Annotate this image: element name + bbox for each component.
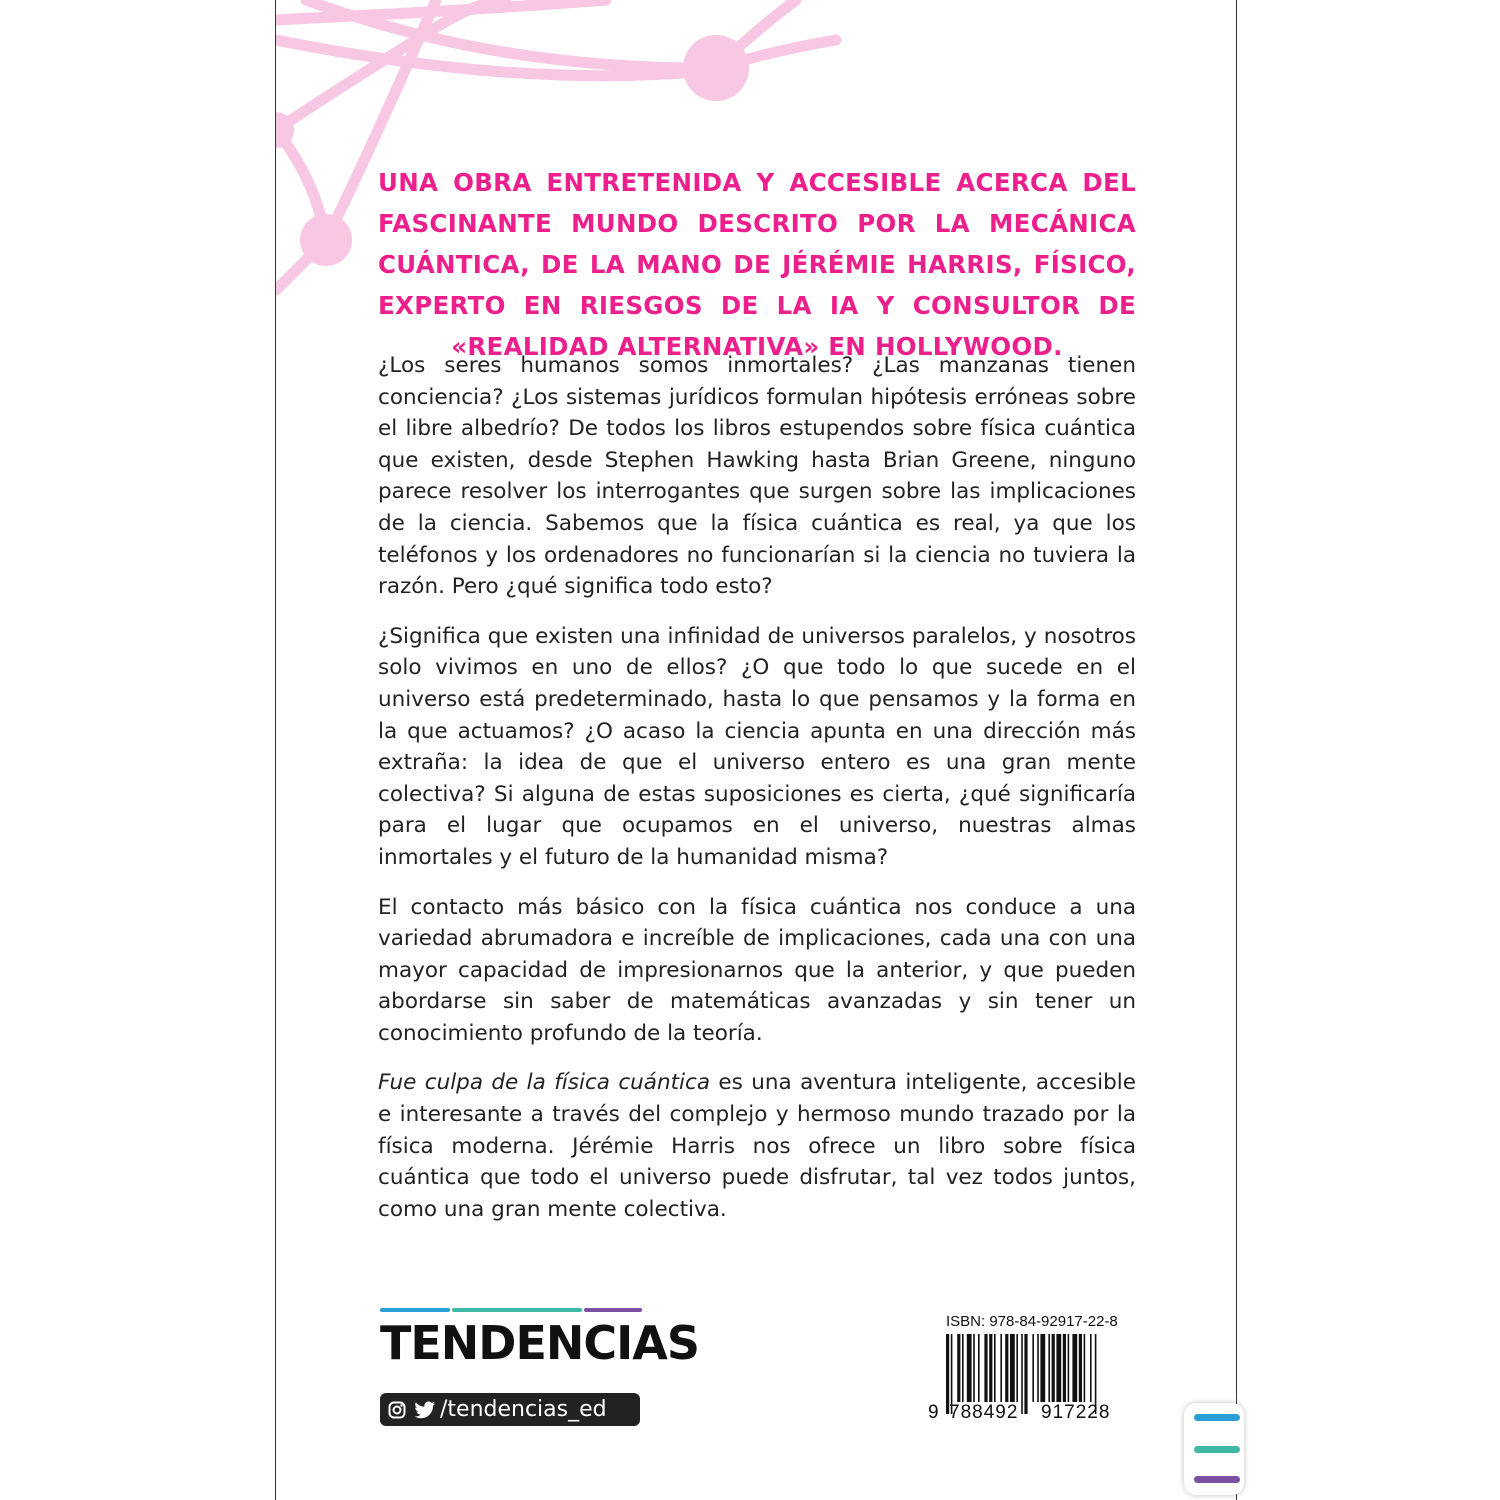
social-handle-badge[interactable] [380, 1393, 640, 1426]
barcode-digits-left: 788492 [949, 1402, 1019, 1423]
blurb-paragraph-4-text: es una aventura inteligente, accesible e interesante a través del complejo y hermoso mundo trazado por la física moderna. Jérémie Harris nos ofrece un libro sobre física cuántica que todo el universo puede disfrutar, tal vez todos juntos, como una gran mente colectiva. [378, 1070, 1136, 1222]
barcode-bar [1040, 1334, 1045, 1402]
blurb [378, 350, 1136, 1243]
blurb-paragraph-1: ¿Los seres humanos somos inmortales? ¿Las manzanas tienen conciencia? ¿Los sistemas jurídicos formulan hipótesis erróneas sobre el libre albedrío? De todos los libros estupendos sobre física cuántica que existen, desde Stephen Hawking hasta Brian Greene, ninguno parece resolver los interrogantes que surgen sobre las implicaciones de la ciencia. Sabemos que la física cuántica es real, ya que los teléfonos y los ordenadores no funcionarían si la ciencia no tuviera la razón. Pero ¿qué significa todo esto? [378, 353, 1136, 600]
menu-tab-bar-teal [1194, 1446, 1240, 1453]
blurb-paragraph-4 [378, 1067, 1136, 1225]
barcode-bar [1024, 1334, 1027, 1414]
menu-tab-bar-blue [1194, 1414, 1240, 1421]
twitter-icon [414, 1401, 436, 1419]
barcode-digit-first: 9 [928, 1402, 939, 1423]
book-back-cover [275, 0, 1237, 1500]
barcode-bar [1052, 1334, 1055, 1402]
barcode-bar [962, 1334, 964, 1402]
barcode-bar [967, 1334, 972, 1402]
headline: UNA OBRA ENTRETENIDA Y ACCESIBLE ACERCA DEL FASCINANTE MUNDO DESCRITO POR LA MECÁNICA CUÁNTICA, DE LA MANO DE JÉRÉMIE HARRIS, FÍSICO, EXPERTO EN RIESGOS DE LA IA Y CONSULTOR DE «REALIDAD ALTERNATIVA» EN HOLLYWOOD. [378, 168, 1136, 361]
barcode-bar [973, 1334, 975, 1402]
barcode-digits-right: 917228 [1041, 1402, 1111, 1423]
logo-bar-purple [584, 1308, 642, 1312]
barcode-bar [989, 1334, 992, 1402]
barcode-bar [978, 1334, 980, 1402]
logo-bar-blue [380, 1308, 450, 1312]
barcode-bar [1056, 1334, 1061, 1402]
barcode-bar [1021, 1334, 1023, 1414]
publisher-logo [380, 1308, 700, 1370]
barcode-bar [1084, 1334, 1086, 1402]
barcode-bar [1068, 1334, 1070, 1402]
barcode-bar [1090, 1334, 1092, 1402]
barcode-bar [1063, 1334, 1066, 1402]
barcode-bar [994, 1334, 996, 1402]
instagram-icon [388, 1401, 406, 1419]
barcode-bar [1072, 1334, 1077, 1402]
blurb-paragraph-2: ¿Significa que existen una infinidad de universos paralelos, y nosotros solo vivimos en uno de ellos? ¿O que todo lo que sucede en el universo está predeterminado, hasta lo que pensamos y la forma en la que actuamos? ¿O acaso la ciencia apunta en una dirección más extraña: la idea de que el universo entero es una gran mente colectiva? Si alguna de estas suposiciones es cierta, ¿qué significaría para el lugar que ocupamos en el universo, nuestras almas inmortales y el futuro de la humanidad misma? [378, 623, 1136, 870]
barcode-bar [1048, 1334, 1050, 1402]
logo-bar-teal [452, 1308, 582, 1312]
barcode-bar [1032, 1334, 1034, 1402]
menu-tab-bar-purple [1194, 1476, 1240, 1483]
blurb-paragraph-3: El contacto más básico con la física cuántica nos conduce a una variedad abrumadora e increíble de implicaciones, cada una con una mayor capacidad de impresionarnos que la anterior, y que pueden abordarse sin saber de matemáticas avanzadas y sin tener un conocimiento profundo de la teoría. [378, 894, 1136, 1046]
barcode-bar [1005, 1334, 1008, 1402]
barcode-bar [1079, 1334, 1082, 1402]
book-title-italic: Fue culpa de la física cuántica [378, 1070, 711, 1096]
barcode-bar [1010, 1334, 1015, 1402]
menu-tab[interactable] [1184, 1403, 1244, 1495]
barcode-bar [957, 1334, 960, 1402]
barcode-bar [1016, 1334, 1018, 1402]
barcode-bar [1037, 1334, 1039, 1402]
barcode-bar [1000, 1334, 1002, 1402]
social-handle-text: /tendencias_ed [440, 1397, 607, 1422]
isbn-label: ISBN: 978-84-92917-22-8 [946, 1313, 1118, 1330]
publisher-logo-text: TENDENCIAS [380, 1316, 700, 1370]
barcode-bar [984, 1334, 987, 1402]
